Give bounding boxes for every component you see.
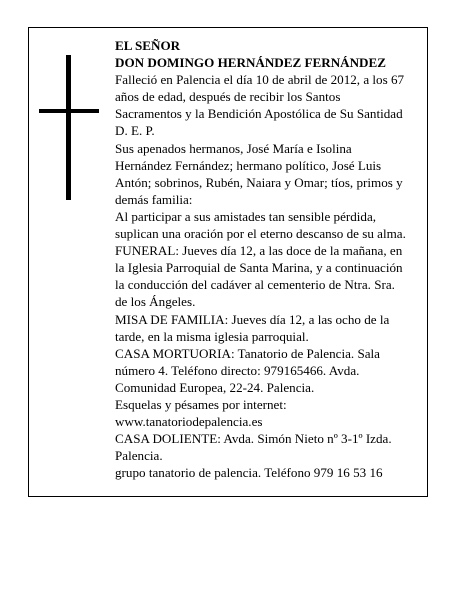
body-line: Al participar a sus amistades tan sensible pérdida, xyxy=(115,208,377,224)
obituary-notice xyxy=(28,27,428,497)
body-line: Esquelas y pésames por internet: xyxy=(115,396,287,412)
heading-line-title: EL SEÑOR xyxy=(115,38,181,53)
website-link-text: www.tanatoriodepalencia.es xyxy=(115,414,263,430)
body-line: D. E. P. xyxy=(115,123,155,139)
body-line: suplican una oración por el eterno descanso de su alma. xyxy=(115,226,406,242)
body-line: demás familia: xyxy=(115,191,193,207)
body-line: grupo tanatorio de palencia. Teléfono 979 16 53 16 xyxy=(115,465,383,481)
heading-line-name: DON DOMINGO HERNÁNDEZ FERNÁNDEZ xyxy=(115,55,386,71)
body-line: CASA MORTUORIA: Tanatorio de Palencia. Sala xyxy=(115,345,380,361)
notice-text xyxy=(115,37,427,481)
body-line: MISA DE FAMILIA: Jueves día 12, a las ocho de la xyxy=(115,311,390,327)
body-line: Hernández Fernández; hermano político, José Luis xyxy=(115,157,382,173)
body-line: Palencia. xyxy=(115,448,163,464)
body-line: Comunidad Europea, 22-24. Palencia. xyxy=(115,379,315,395)
body-line: Falleció en Palencia el día 10 de abril de 2012, a los 67 xyxy=(115,72,405,88)
cross-vertical-bar xyxy=(66,55,71,200)
body-line: número 4. Teléfono directo: 979165466. Avda. xyxy=(115,362,360,378)
body-line: la Iglesia Parroquial de Santa Marina, y a continuación xyxy=(115,260,403,276)
body-line: la conducción del cadáver al cementerio de Ntra. Sra. xyxy=(115,277,395,293)
cross-icon xyxy=(39,55,99,200)
body-line: de los Ángeles. xyxy=(115,294,196,310)
body-line: CASA DOLIENTE: Avda. Simón Nieto nº 3-1º Izda. xyxy=(115,431,392,447)
body-line: Sacramentos y la Bendición Apostólica de Su Santidad xyxy=(115,106,403,122)
body-line: FUNERAL: Jueves día 12, a las doce de la mañana, en xyxy=(115,243,403,259)
cross-horizontal-bar xyxy=(39,109,99,113)
body-line: Sus apenados hermanos, José María e Isolina xyxy=(115,140,352,156)
body-line: años de edad, después de recibir los Santos xyxy=(115,89,341,105)
body-line: Antón; sobrinos, Rubén, Naiara y Omar; tíos, primos y xyxy=(115,174,403,190)
body-line: tarde, en la misma iglesia parroquial. xyxy=(115,328,309,344)
